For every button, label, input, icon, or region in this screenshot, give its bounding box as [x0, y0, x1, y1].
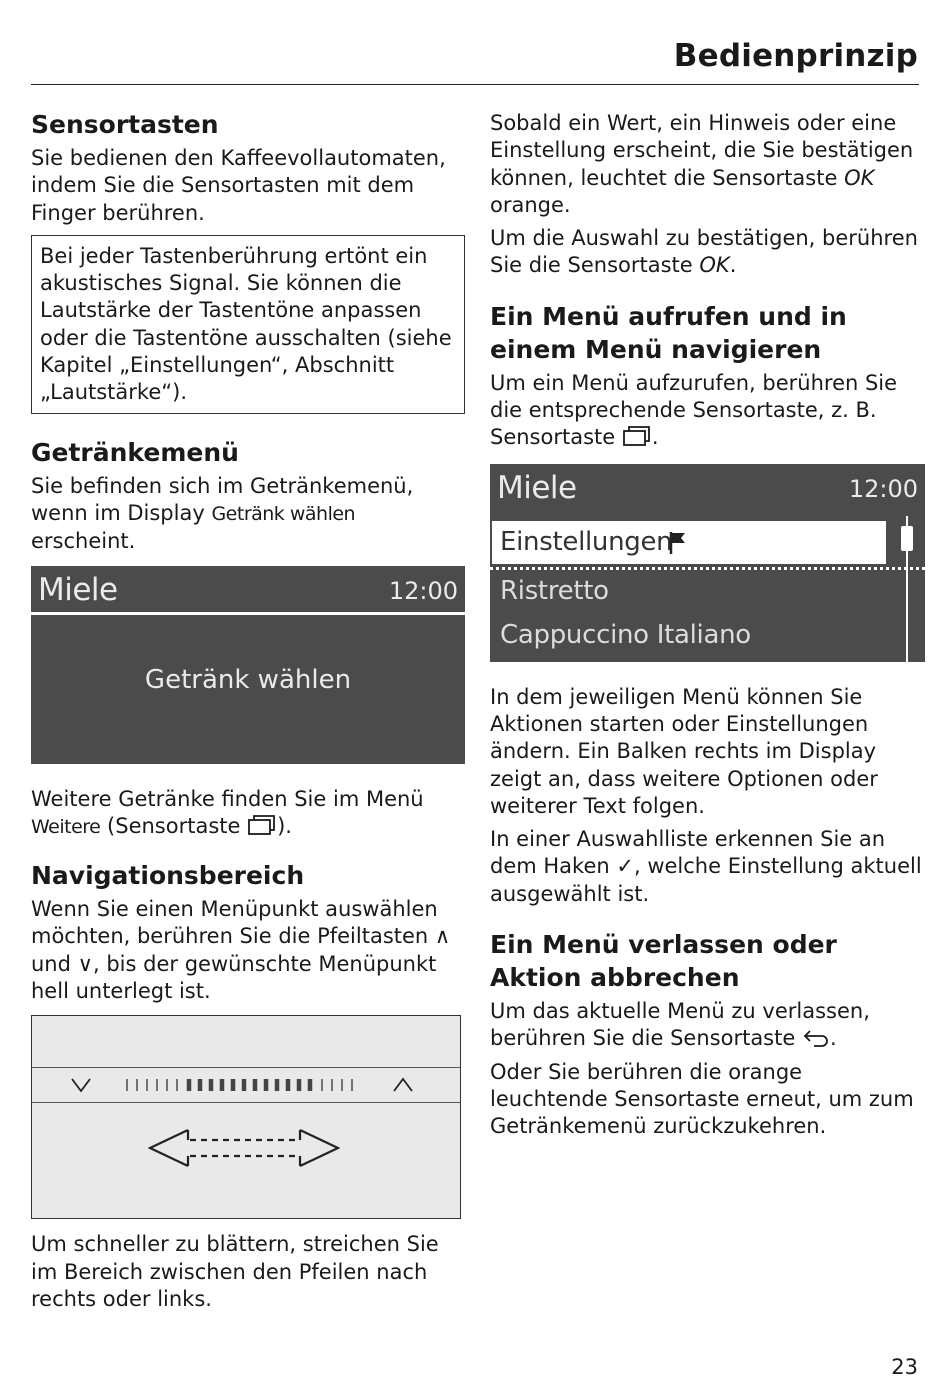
section-sensortasten: [31, 108, 465, 414]
chevron-up-icon: ∧: [434, 924, 451, 949]
menu-window-icon: [622, 425, 652, 447]
left-column: [31, 108, 465, 1319]
section-menu-open: [490, 300, 925, 908]
heading-menu-leave: Ein Menü verlassen oder Aktion abbrechen: [490, 930, 837, 993]
text-fragment: Sobald ein Wert, ein Hinweis oder eine Einstellung erscheint, die Sie bestätigen können, leuchtet die Sensortaste: [490, 111, 914, 190]
menu-item-label: Einstellungen: [500, 526, 673, 557]
text-fragment: .: [829, 1026, 837, 1051]
paragraph-navigation-caption: Um schneller zu blättern, streichen Sie im Bereich zwischen den Pfeilen nach rechts oder links.: [31, 1232, 439, 1311]
paragraph-ok-confirm: [490, 225, 925, 280]
heading-menu-open: Ein Menü aufrufen und in einem Menü navigieren: [490, 301, 847, 364]
flag-icon: [668, 531, 688, 555]
navigation-area-illustration: [31, 1015, 461, 1219]
menu-item: Cappuccino Italiano: [500, 619, 751, 650]
ok-key-label: OK: [844, 165, 875, 190]
text-fragment: , welche Einstellung aktuell ausgewählt ist.: [490, 854, 922, 906]
text-fragment: und: [31, 951, 78, 976]
note-text: Bei jeder Tastenberührung ertönt ein akustisches Signal. Sie können die Lautstärke der Tastentöne anpassen oder die Tastentöne ausschalten (siehe Kapitel „Einstellungen“, Abschnitt „Lautstärke“).: [40, 243, 452, 405]
paragraph-navigation: [31, 896, 465, 1005]
display-brand: Miele: [497, 469, 577, 506]
text-fragment: (Sensortaste: [100, 813, 248, 838]
paragraph-checkmark: [490, 826, 925, 908]
chevron-up-icon: [392, 1076, 414, 1094]
right-column: [490, 110, 925, 1147]
paragraph-menu-actions: In dem jeweiligen Menü können Sie Aktionen starten oder Einstellungen ändern. Ein Balken rechts im Display zeigt an, dass weitere Optionen oder weiterer Text folgen.: [490, 684, 878, 818]
paragraph-weitere: [31, 786, 465, 842]
display-brand: Miele: [38, 571, 118, 608]
heading-sensortasten: Sensortasten: [31, 110, 219, 139]
display-time: 12:00: [388, 576, 458, 605]
section-navigation: [31, 859, 465, 1313]
text-fragment: , bis der gewünschte Menüpunkt hell unterlegt ist.: [31, 951, 437, 1004]
text-fragment: In einer Auswahlliste erkennen Sie an dem Haken: [490, 827, 886, 879]
paragraph-ok-orange: [490, 110, 925, 219]
paragraph-sensortasten: Sie bedienen den Kaffeevollautomaten, indem Sie die Sensortasten mit dem Finger berühren.: [31, 146, 446, 225]
page-number: 23: [891, 1355, 918, 1379]
paragraph-getraenkemenue: [31, 473, 465, 556]
menu-item-selected: [492, 521, 886, 564]
text-fragment: .: [729, 253, 737, 278]
paragraph-menu-open: [490, 370, 925, 452]
scroll-indicator: [125, 1077, 365, 1093]
display-text-weitere: Weitere: [31, 815, 101, 838]
text-fragment: Weitere Getränke finden Sie im Menü: [31, 786, 424, 811]
scrollbar-thumb: [901, 526, 913, 551]
text-fragment: Um das aktuelle Menü zu verlassen, berühren Sie die Sensortaste: [490, 999, 870, 1051]
display-text-getraenk-waehlen: Getränk wählen: [211, 502, 356, 525]
display-header: [31, 566, 465, 615]
text-fragment: Wenn Sie einen Menüpunkt auswählen möchten, berühren Sie die Pfeiltasten: [31, 897, 438, 949]
display-header: [490, 464, 925, 510]
paragraph-menu-leave: [490, 998, 925, 1053]
menu-divider: [490, 567, 925, 570]
text-fragment: .: [651, 425, 659, 450]
text-fragment: orange.: [490, 192, 571, 217]
chevron-down-icon: [70, 1076, 92, 1094]
chevron-down-icon: ∨: [77, 951, 93, 976]
display-getraenk-waehlen: [31, 566, 465, 764]
display-center-text: Getränk wählen: [144, 664, 352, 695]
section-menu-leave: [490, 928, 925, 1140]
back-arrow-icon: [802, 1028, 830, 1048]
ok-key-label: OK: [699, 253, 730, 278]
double-arrow-icon: [148, 1126, 340, 1170]
display-menu-list: [490, 464, 925, 662]
section-getraenkemenue: [31, 436, 465, 841]
menu-item: Ristretto: [500, 575, 609, 606]
header-divider: [31, 84, 919, 85]
checkmark-icon: ✓: [616, 854, 634, 879]
display-time: 12:00: [848, 474, 918, 503]
navigation-strip: [32, 1067, 460, 1103]
menu-window-icon: [247, 814, 277, 836]
text-fragment: erscheint.: [31, 529, 136, 554]
text-fragment: Um ein Menü aufzurufen, berühren Sie die entsprechende Sensortaste, z. B. Sensortaste: [490, 370, 898, 450]
page-title: Bedienprinzip: [673, 38, 918, 74]
text-fragment: ).: [277, 813, 292, 838]
note-box: [31, 235, 465, 414]
text-fragment: Sie befinden sich im Getränkemenü, wenn im Display: [31, 473, 414, 525]
paragraph-menu-leave-orange: Oder Sie berühren die orange leuchtende Sensortaste erneut, um zum Getränkemenü zurückzukehren.: [490, 1059, 914, 1139]
heading-getraenkemenue: Getränkemenü: [31, 437, 239, 467]
heading-navigation: Navigationsbereich: [31, 861, 305, 891]
text-fragment: Um die Auswahl zu bestätigen, berühren Sie die Sensortaste: [490, 226, 918, 278]
